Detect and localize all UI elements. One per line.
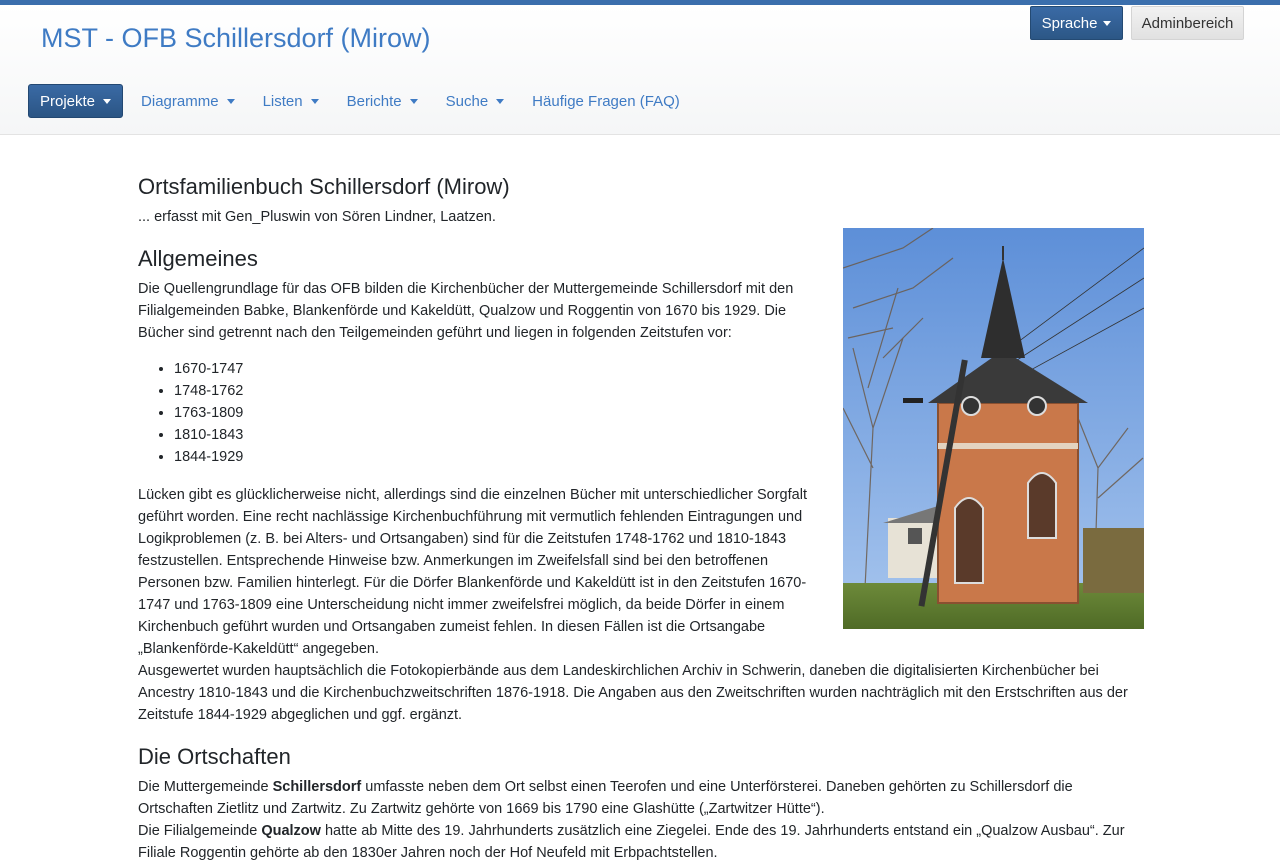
church-tower-photo (843, 228, 1144, 629)
page-title: Ortsfamilienbuch Schillersdorf (Mirow) (138, 174, 510, 199)
nav-item-diagramme[interactable] (127, 84, 249, 118)
text: Die Filialgemeinde (138, 823, 262, 839)
paragraph-schillersdorf (138, 776, 1144, 820)
place-name-bold: Qualzow (261, 823, 321, 839)
paragraph-qualzow (138, 820, 1144, 864)
paragraph-gaps: Lücken gibt es glücklicherweise nicht, allerdings sind die einzelnen Bücher mit unterschiedlicher Sorgfalt geführt worden. Eine recht nachlässige Kirchenbuchführung mit vermutlich fehlenden Eintragungen und Logikproblemen (z. B. bei Alters- und Ortsangaben) sind für die Zeitstufen 1748-1762 und 1810-1843 festzustellen. Entsprechende Hinweise bzw. Anmerkungen im Zweifelsfall sind bei den betroffenen Personen bzw. Familien hinterlegt. Für die Dörfer Blankenförde und Kakeldütt ist in den Zeitstufen 1670-1747 und 1763-1809 eine Unterscheidung nicht immer zweifelsfrei möglich, da beide Dörfer in einem Kirchenbuch geführt wurden und Ortsangaben zumeist fehlen. In diesen Fällen ist die Ortsangabe „Blankenförde-Kakeldütt“ angegeben. (138, 487, 807, 657)
chevron-down-icon (496, 99, 504, 104)
main-navigation (28, 84, 694, 118)
section-heading-allgemeines: Allgemeines (138, 246, 258, 271)
section-heading-ortschaften: Die Ortschaften (138, 744, 291, 769)
list-item: • 1748-1762 (174, 380, 1144, 402)
site-title[interactable]: MST - OFB Schillersdorf (Mirow) (41, 23, 431, 53)
nav-item-label: Berichte (346, 92, 402, 110)
paragraph-intro: Die Quellengrundlage für das OFB bilden die Kirchenbücher der Muttergemeinde Schillersdorf mit den Filialgemeinden Babke, Blankenförde und Kakeldütt, Qualzow und Roggentin von 1670 bis 1929. Die Bücher sind getrennt nach den Teilgemeinden geführt und liegen in folgenden Zeitstufen vor: (138, 281, 794, 341)
text: hatte ab Mitte des 19. Jahrhunderts zusätzlich eine Ziegelei. Ende des 19. Jahrhunderts entstand ein „Qualzow Ausbau“. Zur Filiale Roggentin gehörte ab den 1830er Jahren noch der Hof Neufeld mit Erbpachtstellen. (138, 823, 1125, 861)
nav-item-label: Listen (262, 92, 303, 110)
paragraph-sources: Ausgewertet wurden hauptsächlich die Fotokopierbände aus dem Landeskirchlichen Archiv in Schwerin, daneben die digitalisierten Kirchenbücher bei Ancestry 1810-1843 und die Kirchenbuchzweitschriften 1876-1918. Die Angaben aus den Zweitschriften wurden nachträglich mit den Erstschriften aus der Zeitstufe 1844-1929 abgeglichen und ggf. ergänzt. (138, 663, 1128, 723)
nav-item-listen[interactable] (249, 84, 333, 118)
chevron-down-icon (311, 99, 319, 104)
nav-item-projekte[interactable] (28, 84, 123, 118)
language-dropdown-button[interactable] (1030, 6, 1123, 40)
main-content (138, 170, 1144, 864)
nav-item-faq[interactable] (518, 84, 694, 118)
chevron-down-icon (103, 99, 111, 104)
chevron-down-icon (1103, 21, 1111, 26)
language-button-label: Sprache (1041, 14, 1098, 32)
site-header (0, 5, 1280, 135)
place-name-bold: Schillersdorf (272, 779, 362, 795)
nav-item-label: Projekte (40, 92, 96, 110)
page-subtitle: ... erfasst mit Gen_Pluswin von Sören Lindner, Laatzen. (138, 209, 496, 225)
text: umfasste neben dem Ort selbst einen Teerofen und eine Unterförsterei. Daneben gehörten zu Schillersdorf die Ortschaften Zietlitz und Zartwitz. Zu Zartwitz gehörte von 1669 bis 1790 eine Glashütte („Zartwitzer Hütte“). (138, 779, 1073, 817)
nav-item-berichte[interactable] (333, 84, 432, 118)
text: Die Muttergemeinde (138, 779, 273, 795)
nav-item-label: Häufige Fragen (FAQ) (532, 92, 680, 110)
nav-item-suche[interactable] (432, 84, 519, 118)
admin-button[interactable]: Adminbereich (1131, 6, 1244, 40)
list-item: • 1763-1809 (174, 402, 1144, 424)
list-item: • 1670-1747 (174, 358, 1144, 380)
chevron-down-icon (227, 99, 235, 104)
chevron-down-icon (410, 99, 418, 104)
list-item: • 1844-1929 (174, 446, 1144, 468)
nav-item-label: Suche (445, 92, 489, 110)
nav-item-label: Diagramme (141, 92, 219, 110)
list-item: • 1810-1843 (174, 424, 1144, 446)
